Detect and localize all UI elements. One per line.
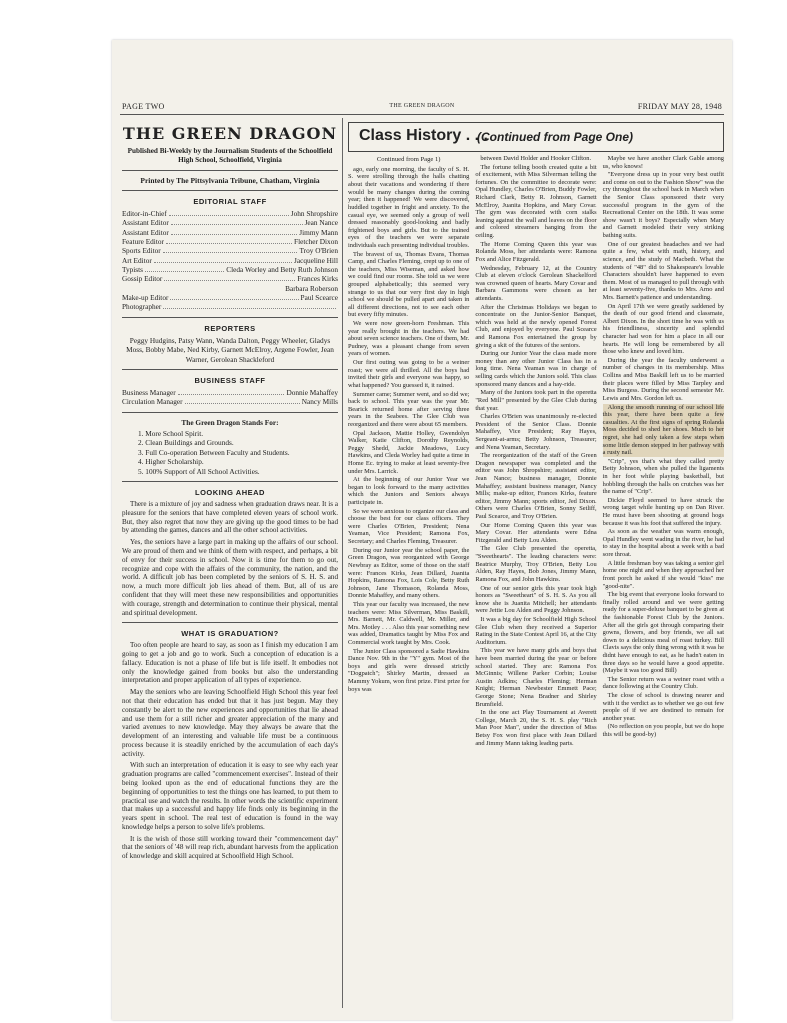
column-divider xyxy=(342,118,343,1008)
editorial-paragraph: With such an interpretation of education it is easy to see why each year graduation programs are called "commencement exercises". Instead of their being looked upon as the end of educational functions they are the beginning of opportunities to test the things one has learned, to put them to practical use and watch the results. In other words the scientific experiment that makes up a successful and happy life finds only its beginning in the years spent in school. The real test of education is found in the way knowledge helps a person to solve life's problems. xyxy=(122,761,338,831)
newspaper-page xyxy=(112,40,732,1020)
article-paragraph: One of our senior girls this year took high honors as "Sweetheart" of S. H. S. As you all know she is Juanita Mitchell; her attendants were Jettie Lou Alden and Peggy Johnson. xyxy=(475,584,597,615)
article-paragraph: During the year the faculty underwent a number of changes in its membership. Miss Collins and Miss Baskill left us to be married their places were filled by Miss Tarpley and Miss Burgess. During the second semester Mr. Lewis and Mrs. Gordon left us. xyxy=(602,356,724,402)
business-staff-list xyxy=(122,388,338,407)
article-title: Class History . . . xyxy=(359,127,488,144)
editorial-staff-list xyxy=(122,209,338,312)
article-paragraph: Opal Jackson, Mattie Holley, Gwendolyn Walker, Katie Clifton, Dorothy Reynolds, Peggy Shedd, Jackie Meadows, Lucy Hawkins, and Cleda Worley had quite a time in Home Ec. trying to make at least seventy-five under Mrs. Larrick. xyxy=(348,429,470,475)
page-header xyxy=(122,102,722,112)
article-paragraph: Along the smooth running of our school life this year, there have been quite a few casualties. At the first signs of spring Rolanda Moss decided to shed her shoes. Much to her regret, she had only taken a few steps when some little demon stepped in her pathway with a rusty nail. xyxy=(602,403,724,457)
masthead-publisher: Published Bi-Weekly by the Journalism Students of the Schoolfield High School, Schoolfield, Virginia xyxy=(127,147,333,164)
reporters-list: Peggy Hudgins, Patsy Wann, Wanda Dalton, Peggy Wheeler, Gladys Moss, Bobby Mabe, Ned Kirby, Garnett McElroy, Argene Fowler, Jean Warner, Gerolean Shackleford xyxy=(126,335,334,364)
article-paragraph: "Crip", yes that's what they called pretty Betty Johnson, when she pulled the ligaments in her foot while playing basketball, but hobbling through the halls on crutches was her the name of "Crip". xyxy=(602,457,724,496)
editorial-paragraph: There is a mixture of joy and sadness when graduation draws near. It is a pleasure for the seniors that have completed eleven years of school work. But, they also regret that now they are giving up the good times to be had by attending the games, dances and all the other school activities. xyxy=(122,500,338,535)
article-paragraph: Our Home Coming Queen this year was Mary Covar. Her attendants were Edna Fitzgerald and Betty Lou Alden. xyxy=(475,521,597,544)
staff-row: Typists Cleda Worley and Betty Ruth Johnson xyxy=(122,264,338,274)
article-paragraph: The big event that everyone looks forward to finally rolled around and we were getting ready for a super-deluxe banquet to be given at the fashionable Forest Club by the Juniors. After all the girls got through comparing their gowns, flowers, and boy friends, we all sat down to a delicious meal of roast turkey. Bill Clavis says the only thing wrong with it was he didnt have enough to eat, as he hadn't eaten in three days so he would have a good appetite. (Maybe it was too good Bill) xyxy=(602,591,724,675)
header-rule xyxy=(120,114,724,115)
editorial-paragraph: May the seniors who are leaving Schoolfield High School this year feel not that their education has ended but that it has just begun. May they constantly be alert to the new experiences and opportunities that lie ahead and use them for a still richer and greater appreciation of the many and varied avenues to new knowledge. May they always be aware that the development of an interesting and valuable life must be a continuous process because it is steadily enriched by the accumulation of each day's activity. xyxy=(122,688,338,758)
article-paragraph: The Glee Club presented the operetta, "Sweethearts". The leading characters were: Beatrice Murphy, Troy O'Brien, Betty Lou Alden, Ray Hayes, Bob Jones, Jimmy Mann, Ramona Fox, and John Hawkins. xyxy=(475,545,597,583)
divider xyxy=(122,170,338,171)
article-paragraph: This year we have many girls and boys that have been married during the year or before school started. They are: Ramona Fox McGinnis; Willene Parker Corbin; Louise Austin Adkins; Charles Fleming; Herman Knight; Herman Newbester Emmett Pace; George Stone; Nena Bradner and Shirley Brumfield. xyxy=(475,647,597,708)
article-paragraph: This year our faculty was increased, the new teachers were: Miss Silverman, Miss Baskill, Mrs. Barnett, Mr. Caldwell, Mr. Miller, and Mrs. Motley . . . Also this year something new was added, Dramatics taught by Miss Fox and Commercial work taught by Mrs. Cook. xyxy=(348,600,470,647)
article-paragraph: between David Holder and Hooker Clifton. xyxy=(480,155,592,162)
article-paragraph: ago, early one morning, the faculty of S. H. S. were strolling through the halls chatting about their vacations and wondering if there would be many changes during the coming year; then it happened! We were discovered, huddled together in fright and anxiety. To the casual eye, we seemed only a group of well dressed reasonably good-looking and badly frightened boys and girls. But to the trained eyes of the teachers we were separate individuals each presenting individual troubles. xyxy=(348,165,470,249)
business-staff-heading: BUSINESS STAFF xyxy=(194,376,266,386)
issue-date: FRIDAY MAY 28, 1948 xyxy=(637,102,722,111)
article-paragraph: On April 17th we were greatly saddened by the death of our good friend and classmate, Albert Dixon. In the short time he was with us his friendliness, sincerity and splendid character had won for him a place in all our hearts. He will long be remembered by all those who knew and loved him. xyxy=(602,302,724,356)
staff-row: Circulation Manager Nancy Mills xyxy=(122,397,338,407)
masthead-title: THE GREEN DRAGON xyxy=(122,124,338,143)
article-paragraph: The bravest of us, Thomas Evans, Thomas Camp, and Charles Fleming, crept up to one of the teachers, Miss Wiseman, and asked how we could find our rooms. She told us we were grouped alphabetically; this seemed very strange to us that our very first day in high school we should be pulled apart and taken in all different directions, not to see each other but every fifty minutes. xyxy=(348,250,470,319)
stands-for-list xyxy=(138,429,338,476)
editorial-staff-heading: EDITORIAL STAFF xyxy=(193,197,267,206)
staff-row: Make-up Editor Paul Scearce xyxy=(122,292,338,302)
staff-row: Assistant Editor Jimmy Mann xyxy=(122,227,338,237)
article-columns xyxy=(348,155,724,748)
continued-note: Continued from Page 1) xyxy=(376,156,441,163)
article-paragraph: It was a big day for Schoolfield High School Glee Club when they received a Superior Rating in the State Contest April 16, at the City Auditorium. xyxy=(475,615,597,646)
article-column-1 xyxy=(348,155,469,748)
list-item: 2. Clean Buildings and Grounds. xyxy=(138,438,234,448)
graduation-heading: WHAT IS GRADUATION? xyxy=(181,629,279,639)
article-paragraph: (No reflection on you people, but we do hope this will be good-by) xyxy=(602,723,724,739)
article-subtitle: (Continued from Page One) xyxy=(477,130,633,144)
article-paragraph: The reorganization of the staff of the Green Dragon newspaper was completed and the editor was John Shropshire; assistant editor, Jean Nance; business manager, Donnie Mahaffey; assistant business manager, Nancy Mills; make-up editor, Frances Kirks, feature editor, Jimmy Mann; sports editor, Jed Dixon. Others were Charles O'Brien, Sonny Setliff, Paul Scearce, and Troy O'Brien. xyxy=(475,452,597,521)
article-paragraph: In the one act Play Tournament at Averett College, March 20, the S. H. S. play "Rich Man Poor Man", under the direction of Miss Betsy Fox won first place with Jean Dillard and Jimmy Mann taking leading parts. xyxy=(475,709,597,747)
header-paper-name: THE GREEN DRAGON xyxy=(389,103,455,109)
staff-row: Photographer xyxy=(122,302,338,311)
article-paragraph: The Home Coming Queen this year was Rolanda Moss, her attendants were: Ramona Fox and Alice Fitzgerald. xyxy=(475,240,597,263)
article-paragraph: One of our greatest headaches and we had quite a few, what with math, history, and science, and the study of Macbeth. What the students of "48" did to Shakespeare's lovable Characters shouldn't have happened to even them. Most of us managed to pull through with at least seventy-five, thanks to Mrs. Arno and Mrs. Barnett's patience and understanding. xyxy=(602,240,724,301)
class-history-article xyxy=(348,118,724,1010)
staff-row: Assistant Editor Jean Nance xyxy=(122,218,338,228)
printer-line: Printed by The Pittsylvania Tribune, Chatham, Virginia xyxy=(140,176,320,185)
divider xyxy=(122,190,338,191)
looking-ahead-heading: LOOKING AHEAD xyxy=(195,488,265,498)
article-paragraph: Dickie Floyd seemed to have struck the wrong target while hunting up on Dan River. He must have been shooting at ground hogs because it was his foot that suffered the injury. xyxy=(602,496,724,527)
staff-row: Gossip Editor Frances Kirks xyxy=(122,274,338,284)
editorial-paragraph: Yes, the seniors have a large part in making up the affairs of our school. We are proud of them and we think of them with respect, and perhaps, a bit of envy for their success in school. Now it is time for them to go out, recognize and cope with the affairs of the community, the nation, and the world. A difficult job has been completed by the seniors of S. H. S. and now, a much more difficult job lies ahead of them. But, all of us are confident that they will meet these new responsibilities and opportunities with courage, strength and determination to continue their physical, mental and spiritual development. xyxy=(122,538,338,617)
staff-row: Barbara Roberson xyxy=(285,283,338,293)
article-paragraph: The close of school is drawing nearer and with it the verdict as to whether we go out few people of if we are destined to remain for another year. xyxy=(602,692,724,722)
article-paragraph: Many of the Juniors took part in the operetta "Red Mill" presented by the Glee Club during that year. xyxy=(475,389,597,412)
staff-row: Business Manager Donnie Mahaffey xyxy=(122,388,338,398)
reporters-heading: REPORTERS xyxy=(204,323,256,333)
article-paragraph: The fortune telling booth created quite a bit of excitement, with Miss Silverman telling the fortunes. On the committee to decorate were: Opal Hundley, Charles O'Brien, Buddy Fowler, Richard Clark, Betty R. Johnson, Garnett McElroy, Juanita Hopkins, and Mary Covar. The gym was decorated with corn stalks leaning against the wall and leaves on the floor and colored streamers hanging from the ceiling. xyxy=(475,163,597,240)
article-paragraph: The Senior return was a weiner roast with a dance following at the Country Club. xyxy=(602,675,724,691)
article-paragraph: Wednesday, February 12, at the Country Club at eleven o'clock Gerolean Shackelford was crowned queen of hearts. Mary Covar and Barbara Gammons were chosen as her attendants. xyxy=(475,264,597,302)
list-item: 1. More School Spirit. xyxy=(138,428,204,438)
divider xyxy=(122,412,338,413)
list-item: 3. Full Co-operation Between Faculty and Students. xyxy=(138,447,290,457)
list-item: 4. Higher Scholarship. xyxy=(138,457,204,467)
article-paragraph: Charles O'Brien was unanimously re-elected President of the Senior Class. Donnie Mahaffey, Vice President; Ray Hayes, Sergeant-at-arms; Betty Johnson, Treasurer; and Nena Yeaman, Secretary. xyxy=(475,413,597,451)
article-paragraph: Our first outing was going to be a weiner roast; we were all thrilled. All the boys had invited their girls and everyone was happy, so what happened? You guessed it, it rained. xyxy=(348,359,470,389)
article-paragraph: At the beginning of our Junior Year we began to look forward to the many activities which the Juniors and Seniors always participate in. xyxy=(348,476,470,507)
list-item: 5. 100% Support of All School Activities. xyxy=(138,466,260,476)
staff-row: Art Editor Jacqueline Hill xyxy=(122,255,338,265)
divider xyxy=(122,622,338,623)
page-number: PAGE TWO xyxy=(122,102,165,111)
article-paragraph: During our Junior Year the class made more money than any other Junior Class has in a long time. Nena Yeaman was in charge of selling cards which the Juniors sold. This class sponsored many dances and a hay-ride. xyxy=(475,350,597,388)
article-paragraph: A little freshman boy was taking a senior girl home one night and when they approached her front porch he asked if she would "kiss" me "good-nite". xyxy=(602,559,724,590)
staff-row: Sports Editor Troy O'Brien xyxy=(122,246,338,256)
article-headline-box xyxy=(348,122,724,152)
article-paragraph: The Junior Class sponsored a Sadie Hawkins Dance Nov. 9th in the "Y" gym. Most of the boys and girls were dressed strictly "Dogpatch"; Shirley Martin, dressed as Mammy Yokum, won first prize. First prize for boys was xyxy=(348,647,470,693)
editorial-column xyxy=(122,120,338,1010)
stands-for-heading: The Green Dragon Stands For: xyxy=(181,417,279,427)
divider xyxy=(122,317,338,318)
article-paragraph: We were now green-horn Freshman. This year really brought in the teachers. We had about seven science teachers. One of them, Mr. Pudney, was a pleasant change from seven years of women. xyxy=(348,320,470,358)
editorial-paragraph: It is the wish of those still working toward their "commencement day" that the seniors of '48 will reap rich, abundant harvests from the application of knowledge and skill acquired at Schoolfield High School. xyxy=(122,834,338,861)
article-paragraph: Summer came; Summer went, and so did we; back to school. This year was the year Mr. Bearick returned home after serving three years in the Seabees. The Glee Club was reorganized and there were about 65 members. xyxy=(348,390,470,428)
article-paragraph: So we were anxious to organize our class and choose the best for our class officers. They were Charles O'Brien, President; Nena Yeaman, Vice President; Ramona Fox, Secretary; and Charles Fleming, Treasurer. xyxy=(348,507,470,546)
article-paragraph: Maybe we have another Clark Gable among us, who knows! xyxy=(602,155,724,170)
article-paragraph: After the Christmas Holidays we began to concentrate on the Junior-Senior Banquet, which was held at the newly opened Forest Club, and enjoyed by everyone. Paul Scearce and Ramona Fox entertained the group by giving a skit of the futures of the seniors. xyxy=(475,303,597,349)
divider xyxy=(122,481,338,482)
editorial-paragraph: Too often people are heard to say, as soon as I finish my education I am going to get a job and go to work. Such a conception of education is a fallacy. Education is not a phase of life but is life itself. It embodies not only the knowledge gained from books but also the understanding interpretation and proper application of all types of experience. xyxy=(122,641,338,685)
staff-row: Editor-in-Chief John Shropshire xyxy=(122,209,338,218)
article-paragraph: As soon as the weather was warm enough, Opal Hundley went wading in the river, he had to stay in the hospital about a week with a bad sore throat. xyxy=(602,528,724,559)
staff-row: Feature Editor Fletcher Dixon xyxy=(122,236,338,246)
article-column-3 xyxy=(603,155,724,748)
article-paragraph: During our Junior year the school paper, the Green Dragon, was reorganized with George Newbray as Editor, some of those on the staff were: Frances Kirks, Jean Dillard, Juanita Hopkins, Ramona Fox, Lois Cole, Betty Ruth Johnson, Jane Thomason, Rolanda Moss, Donnie Mahaffey, and many others. xyxy=(348,546,470,600)
divider xyxy=(122,369,338,370)
article-paragraph: "Everyone dress up in your very best outfit and come on out to the Fashion Show" was the cry throughout the school back in March when the Senior Class sponsored their very successful program in the gym of the Recreational Center on the 18th. It was some show wasn't it boys? Especially when Mary and Garnett modeled their very striking bathing suits. xyxy=(602,171,724,240)
article-column-2 xyxy=(475,155,596,748)
